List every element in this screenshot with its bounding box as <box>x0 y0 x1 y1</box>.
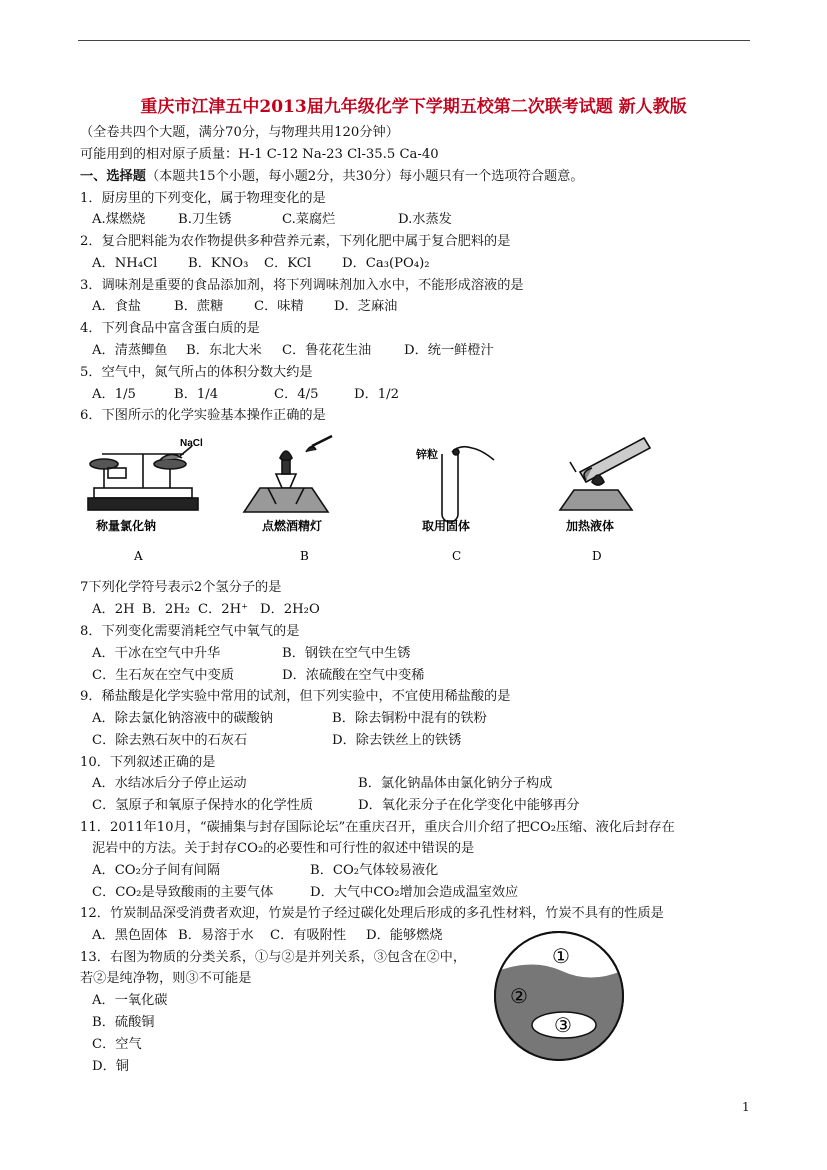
question-4-option-b: B．东北大米 <box>186 343 262 358</box>
question-10-option-c: C．氢原子和氧原子保持水的化学性质 <box>92 798 314 813</box>
question-13-stem-continued: 若②是纯净物，则③不可能是 <box>80 971 252 986</box>
question-1-option-a: A.煤燃烧 <box>92 212 146 227</box>
question-5-option-c: C．4/5 <box>274 387 319 402</box>
label-two: ② <box>510 984 528 1008</box>
caption-a: 称量氯化钠 <box>96 519 157 533</box>
section-head: 一、选择题 <box>80 169 146 184</box>
question-8-option-a: A．干冰在空气中升华 <box>92 646 221 661</box>
question-4-option-a: A．清蒸鲫鱼 <box>92 343 168 358</box>
question-2-option-c: C．KCl <box>264 256 312 271</box>
question-12-option-c: C．有吸附性 <box>270 928 347 943</box>
question-2-option-b: B．KNO₃ <box>188 256 249 271</box>
question-9-stem: 9．稀盐酸是化学实验中常用的试剂，但下列实验中，不宜使用稀盐酸的是 <box>80 689 511 704</box>
question-1-option-d: D.水蒸发 <box>398 212 452 227</box>
question-11-option-d: D．大气中CO₂增加会造成温室效应 <box>310 885 519 900</box>
question-3-option-b: B．蔗糖 <box>174 299 224 314</box>
letter-b: B <box>300 549 309 563</box>
section-heading <box>80 168 584 186</box>
question-13-option-d: D．铜 <box>92 1059 129 1074</box>
question-11-stem-continued: 泥岩中的方法。关于封存CO₂的必要性和可行性的叙述中错误的是 <box>92 841 475 856</box>
classification-drawing <box>492 929 626 1063</box>
question-5-option-b: B．1/4 <box>174 387 219 402</box>
question-11-option-c: C．CO₂是导致酸雨的主要气体 <box>92 885 274 900</box>
question-10-option-d: D．氧化汞分子在化学变化中能够再分 <box>358 798 580 813</box>
zinc-label: 锌粒 <box>416 448 438 461</box>
question-3-stem: 3．调味剂是重要的食品添加剂，将下列调味剂加入水中，不能形成溶液的是 <box>80 278 524 293</box>
page-number: 1 <box>742 1100 750 1114</box>
question-5-option-a: A．1/5 <box>92 387 136 402</box>
question-7-option-b: B．2H₂ <box>142 602 191 617</box>
label-one: ① <box>552 944 570 968</box>
balance-icon <box>88 446 198 510</box>
question-3-option-c: C．味精 <box>254 299 304 314</box>
heating-liquid-icon <box>560 438 650 510</box>
lab-operations-figure <box>80 432 662 570</box>
question-4-option-c: C．鲁花花生油 <box>282 343 372 358</box>
question-13-stem: 13．右图为物质的分类关系，①与②是并列关系，③包含在②中， <box>80 950 467 965</box>
question-13-option-c: C．空气 <box>92 1037 142 1052</box>
test-tube-icon <box>442 447 494 522</box>
question-12-stem: 12．竹炭制品深受消费者欢迎，竹炭是竹子经过碳化处理后形成的多孔性材料，竹炭不具有的性质是 <box>80 906 664 921</box>
question-13-option-a: A．一氧化碳 <box>92 993 168 1008</box>
lab-operations-drawing <box>80 432 662 570</box>
nacl-label: NaCl <box>180 438 203 449</box>
question-10-option-b: B．氯化钠晶体由氯化钠分子构成 <box>358 776 553 791</box>
question-11-option-a: A．CO₂分子间有间隔 <box>92 863 221 878</box>
letter-c: C <box>452 549 462 563</box>
question-8-stem: 8．下列变化需要消耗空气中氧气的是 <box>80 624 300 639</box>
question-1-option-c: C.菜腐烂 <box>282 212 336 227</box>
question-7-option-d: D．2H₂O <box>260 602 320 617</box>
page-title: 重庆市江津五中2013届九年级化学下学期五校第二次联考试题 新人教版 <box>140 97 687 117</box>
caption-c: 取用固体 <box>422 519 471 533</box>
question-9-option-d: D．除去铁丝上的铁锈 <box>332 733 462 748</box>
question-1-stem: 1．厨房里的下列变化，属于物理变化的是 <box>80 191 326 206</box>
question-7-stem: 7下列化学符号表示2个氢分子的是 <box>80 580 282 595</box>
question-9-option-a: A．除去氯化钠溶液中的碳酸钠 <box>92 711 273 726</box>
question-8-option-c: C．生石灰在空气中变质 <box>92 668 234 683</box>
question-8-option-b: B．钢铁在空气中生锈 <box>282 646 411 661</box>
alcohol-lamp-icon <box>244 436 332 512</box>
question-8-option-d: D．浓硫酸在空气中变稀 <box>282 668 425 683</box>
question-7-option-c: C．2H⁺ <box>198 602 249 617</box>
header-rule <box>78 40 750 41</box>
intro-line-2: 可能用到的相对原子质量：H-1 C-12 Na-23 Cl-35.5 Ca-40 <box>80 147 439 162</box>
question-9-option-c: C．除去熟石灰中的石灰石 <box>92 733 248 748</box>
question-4-stem: 4．下列食品中富含蛋白质的是 <box>80 321 260 336</box>
caption-d: 加热液体 <box>566 519 615 533</box>
question-12-option-d: D．能够燃烧 <box>366 928 443 943</box>
question-5-stem: 5．空气中，氮气所占的体积分数大约是 <box>80 365 313 380</box>
section-rest: （本题共15个小题，每小题2分，共30分）每小题只有一个选项符合题意。 <box>145 169 584 184</box>
question-10-option-a: A．水结冰后分子停止运动 <box>92 776 247 791</box>
question-2-option-d: D．Ca₃(PO₄)₂ <box>342 256 430 271</box>
letter-a: A <box>134 549 143 563</box>
question-10-stem: 10．下列叙述正确的是 <box>80 755 216 770</box>
question-13-option-b: B．硫酸铜 <box>92 1015 155 1030</box>
label-three: ③ <box>554 1013 572 1037</box>
question-9-option-b: B．除去铜粉中混有的铁粉 <box>332 711 487 726</box>
letter-d: D <box>592 549 602 563</box>
question-7-option-a: A．2H <box>92 602 135 617</box>
question-3-option-a: A．食盐 <box>92 299 142 314</box>
question-4-option-d: D．统一鲜橙汁 <box>404 343 494 358</box>
question-1-option-b: B.刀生锈 <box>178 212 232 227</box>
question-11-option-b: B．CO₂气体较易液化 <box>310 863 439 878</box>
question-5-option-d: D．1/2 <box>354 387 399 402</box>
question-12-option-b: B．易溶于水 <box>178 928 254 943</box>
question-12-option-a: A．黑色固体 <box>92 928 168 943</box>
question-6-stem: 6．下图所示的化学实验基本操作正确的是 <box>80 408 326 423</box>
classification-diagram <box>492 929 626 1063</box>
question-3-option-d: D．芝麻油 <box>334 299 398 314</box>
caption-b: 点燃酒精灯 <box>262 519 323 533</box>
question-2-stem: 2．复合肥料能为农作物提供多种营养元素，下列化肥中属于复合肥料的是 <box>80 234 511 249</box>
intro-line-1: （全卷共四个大题，满分70分，与物理共用120分钟） <box>80 125 399 140</box>
question-11-stem: 11．2011年10月，“碳捕集与封存国际论坛”在重庆召开，重庆合川介绍了把CO₂压缩、液化后封存在 <box>80 820 675 835</box>
question-2-option-a: A．NH₄Cl <box>92 256 158 271</box>
